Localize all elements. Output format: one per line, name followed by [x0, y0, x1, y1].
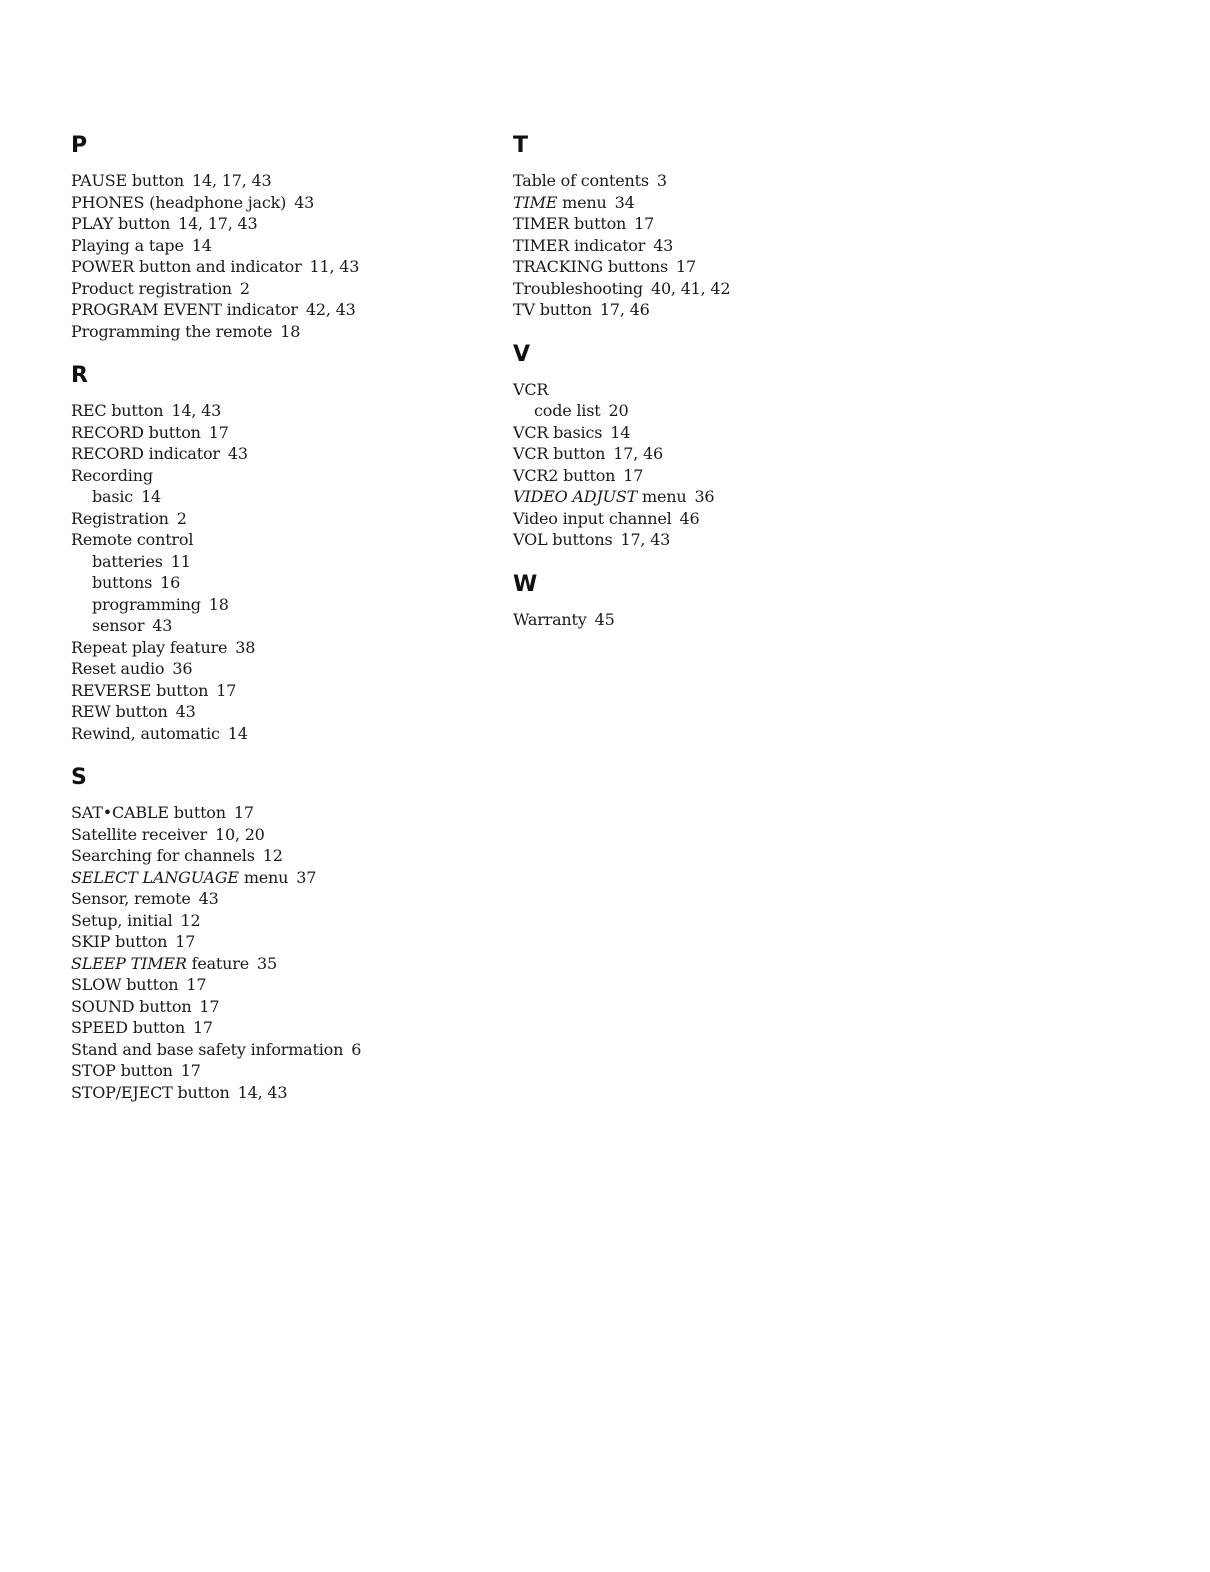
- entry-term: REVERSE button: [71, 680, 209, 700]
- entry-page-numbers: 45: [594, 609, 615, 629]
- entry-term: POWER button and indicator: [71, 257, 302, 276]
- index-entry: [71, 1039, 491, 1061]
- entry-term-suffix: feature: [191, 953, 249, 973]
- entry-page-numbers: 17: [634, 214, 655, 233]
- entry-term: SPEED button: [71, 1018, 185, 1037]
- entry-page-numbers: 14: [191, 235, 212, 255]
- entry-term: VCR button: [513, 444, 606, 463]
- index-entry: [71, 658, 491, 680]
- entry-page-numbers: 18: [280, 321, 301, 341]
- entry-term: VCR: [513, 379, 549, 399]
- entry-term: VOL buttons: [513, 530, 613, 549]
- entry-term: Video input channel: [513, 508, 672, 528]
- section-letter-heading: S: [71, 765, 87, 790]
- entry-term: SOUND button: [71, 996, 192, 1016]
- entry-page-numbers: 40, 41, 42: [650, 278, 731, 298]
- index-subentry: [71, 615, 491, 637]
- entry-page-numbers: 2: [176, 508, 187, 528]
- entry-page-numbers: 46: [679, 508, 700, 528]
- entry-term: VCR basics: [513, 422, 603, 442]
- index-entry: [71, 508, 491, 530]
- section-letter-heading: R: [71, 363, 88, 388]
- entry-page-numbers: 43: [175, 702, 196, 721]
- entry-term: SAT•CABLE button: [71, 803, 226, 822]
- index-subentry: [71, 572, 491, 594]
- entry-term: Programming the remote: [71, 321, 273, 341]
- entry-page-numbers: 18: [208, 594, 229, 614]
- entry-term: Setup, initial: [71, 910, 173, 930]
- entry-term-suffix: menu: [562, 192, 607, 212]
- index-entry: [513, 213, 933, 235]
- entry-term: TRACKING buttons: [513, 257, 669, 276]
- entry-page-numbers: 14: [610, 422, 631, 442]
- entry-page-numbers: 14: [141, 487, 162, 506]
- index-entry: [71, 278, 491, 300]
- index-section-s: [71, 764, 491, 1103]
- index-section-w: [513, 571, 933, 631]
- entry-page-numbers: 14, 17, 43: [192, 171, 272, 190]
- index-entry: [513, 508, 933, 530]
- entry-page-numbers: 17: [175, 932, 196, 951]
- entry-page-numbers: 43: [152, 616, 173, 635]
- index-entry: [71, 680, 491, 702]
- entry-term: STOP button: [71, 1061, 173, 1080]
- section-letter-heading: P: [71, 133, 88, 158]
- entry-term: VCR2 button: [513, 465, 616, 485]
- index-entry: [71, 170, 491, 192]
- entry-term: PAUSE button: [71, 171, 185, 190]
- index-entry: [71, 192, 491, 214]
- entry-page-numbers: 14: [227, 723, 248, 743]
- index-entry: [71, 465, 491, 487]
- entry-page-numbers: 2: [239, 278, 250, 298]
- index-entry: [71, 213, 491, 235]
- index-entry: [71, 701, 491, 723]
- entry-term: buttons: [92, 573, 153, 592]
- entry-page-numbers: 17: [180, 1061, 201, 1080]
- entry-page-numbers: 43: [198, 889, 219, 908]
- entry-page-numbers: 20: [608, 401, 629, 420]
- entry-term: TIMER indicator: [513, 235, 646, 255]
- index-entry: [71, 400, 491, 422]
- index-entry: [513, 465, 933, 487]
- entry-page-numbers: 35: [256, 953, 277, 973]
- section-letter-heading: W: [513, 571, 538, 597]
- index-entry: [513, 443, 933, 465]
- index-entry: [71, 867, 491, 889]
- entry-page-numbers: 17: [233, 803, 254, 822]
- entry-term: REW button: [71, 702, 168, 721]
- index-entry: [513, 529, 933, 551]
- entry-page-numbers: 38: [235, 637, 256, 657]
- index-entry: [71, 888, 491, 910]
- entry-page-numbers: 17: [192, 1018, 213, 1037]
- entry-term: PHONES (headphone jack): [71, 192, 287, 212]
- entry-page-numbers: 34: [614, 192, 635, 212]
- index-section-r: [71, 362, 491, 744]
- entry-term: Satellite receiver: [71, 824, 207, 844]
- entry-page-numbers: 17: [199, 996, 220, 1016]
- entry-term: Remote control: [71, 530, 194, 549]
- entry-term: PROGRAM EVENT indicator: [71, 300, 298, 319]
- index-entry: [513, 422, 933, 444]
- index-entry: [513, 170, 933, 192]
- index-entry: [71, 443, 491, 465]
- entry-term: RECORD button: [71, 422, 201, 442]
- entry-page-numbers: 17: [216, 680, 237, 700]
- index-entry: [513, 379, 933, 401]
- entry-term: SKIP button: [71, 932, 168, 951]
- entry-term: TIMER button: [513, 214, 627, 233]
- index-section-v: [513, 341, 933, 551]
- entry-term: PLAY button: [71, 214, 171, 233]
- entry-term: SELECT LANGUAGE: [71, 867, 239, 887]
- entry-term: Table of contents: [513, 171, 649, 190]
- entry-page-numbers: 10, 20: [214, 824, 265, 844]
- index-column-right: [513, 132, 933, 650]
- entry-term: VIDEO ADJUST: [513, 487, 638, 506]
- entry-page-numbers: 14, 43: [171, 401, 222, 420]
- index-entry: [513, 299, 933, 321]
- index-subentry: [71, 486, 491, 508]
- index-subentry: [513, 400, 933, 422]
- index-entry: [71, 953, 491, 975]
- entry-term: Troubleshooting: [513, 278, 643, 298]
- entry-page-numbers: 16: [160, 573, 181, 592]
- entry-page-numbers: 12: [180, 910, 201, 930]
- entry-term: Warranty: [513, 609, 587, 629]
- entry-page-numbers: 43: [653, 235, 674, 255]
- entry-term: code list: [534, 401, 601, 420]
- entry-term: Reset audio: [71, 659, 165, 678]
- index-entry: [71, 1060, 491, 1082]
- entry-term: TIME: [513, 192, 558, 212]
- index-entry: [71, 422, 491, 444]
- index-entry: [71, 824, 491, 846]
- entry-term: STOP/EJECT button: [71, 1082, 230, 1102]
- entry-term-suffix: menu: [642, 487, 687, 506]
- entry-page-numbers: 14, 43: [237, 1082, 288, 1102]
- entry-page-numbers: 17: [676, 257, 696, 276]
- index-subentry: [71, 551, 491, 573]
- index-entry: [71, 321, 491, 343]
- index-entry: [71, 299, 491, 321]
- entry-page-numbers: 43: [227, 444, 248, 463]
- index-entry: [71, 845, 491, 867]
- index-subentry: [71, 594, 491, 616]
- entry-term: batteries: [92, 551, 163, 571]
- index-entry: [513, 278, 933, 300]
- entry-term: Recording: [71, 465, 153, 485]
- entry-page-numbers: 12: [262, 846, 283, 865]
- entry-page-numbers: 17, 46: [599, 300, 650, 319]
- section-letter-heading: V: [513, 341, 531, 367]
- entry-term: Stand and base safety information: [71, 1039, 344, 1059]
- entry-term: Rewind, automatic: [71, 723, 220, 743]
- entry-page-numbers: 17: [623, 465, 644, 485]
- index-entry: [513, 609, 933, 631]
- entry-term: Searching for channels: [71, 846, 255, 865]
- entry-term: TV button: [513, 300, 592, 319]
- index-column-left: [71, 132, 491, 1123]
- index-section-p: [71, 132, 491, 342]
- index-entry: [71, 256, 491, 278]
- index-entry: [71, 1082, 491, 1104]
- entry-term: Product registration: [71, 278, 232, 298]
- entry-term: SLEEP TIMER: [71, 953, 187, 973]
- entry-term: sensor: [92, 616, 145, 635]
- section-letter-heading: T: [513, 133, 529, 158]
- entry-page-numbers: 17: [208, 422, 229, 442]
- index-entry: [71, 996, 491, 1018]
- entry-page-numbers: 17: [186, 975, 207, 994]
- entry-term: programming: [92, 594, 201, 614]
- index-entry: [71, 637, 491, 659]
- index-entry: [71, 235, 491, 257]
- entry-page-numbers: 42, 43: [305, 300, 356, 319]
- entry-page-numbers: 11: [170, 551, 191, 571]
- entry-term-suffix: menu: [243, 867, 289, 887]
- entry-page-numbers: 14, 17, 43: [178, 214, 258, 233]
- entry-page-numbers: 6: [351, 1039, 362, 1059]
- index-entry: [513, 486, 933, 508]
- entry-term: basic: [92, 487, 134, 506]
- entry-page-numbers: 17, 43: [620, 530, 671, 549]
- entry-term: Registration: [71, 508, 169, 528]
- entry-page-numbers: 17, 46: [613, 444, 663, 463]
- index-entry: [513, 192, 933, 214]
- entry-page-numbers: 36: [172, 659, 193, 678]
- entry-term: Repeat play feature: [71, 637, 228, 657]
- index-section-t: [513, 132, 933, 321]
- entry-page-numbers: 3: [656, 171, 667, 190]
- index-entry: [71, 910, 491, 932]
- index-entry: [71, 802, 491, 824]
- entry-page-numbers: 43: [294, 192, 315, 212]
- entry-term: REC button: [71, 401, 164, 420]
- index-entry: [71, 1017, 491, 1039]
- entry-page-numbers: 37: [296, 867, 317, 887]
- index-entry: [513, 256, 933, 278]
- entry-term: RECORD indicator: [71, 444, 220, 463]
- entry-term: Sensor, remote: [71, 889, 191, 908]
- entry-page-numbers: 36: [694, 487, 715, 506]
- entry-term: Playing a tape: [71, 235, 184, 255]
- entry-page-numbers: 11, 43: [309, 257, 360, 276]
- index-entry: [71, 723, 491, 745]
- index-entry: [513, 235, 933, 257]
- index-entry: [71, 974, 491, 996]
- entry-term: SLOW button: [71, 975, 179, 994]
- index-entry: [71, 529, 491, 551]
- index-entry: [71, 931, 491, 953]
